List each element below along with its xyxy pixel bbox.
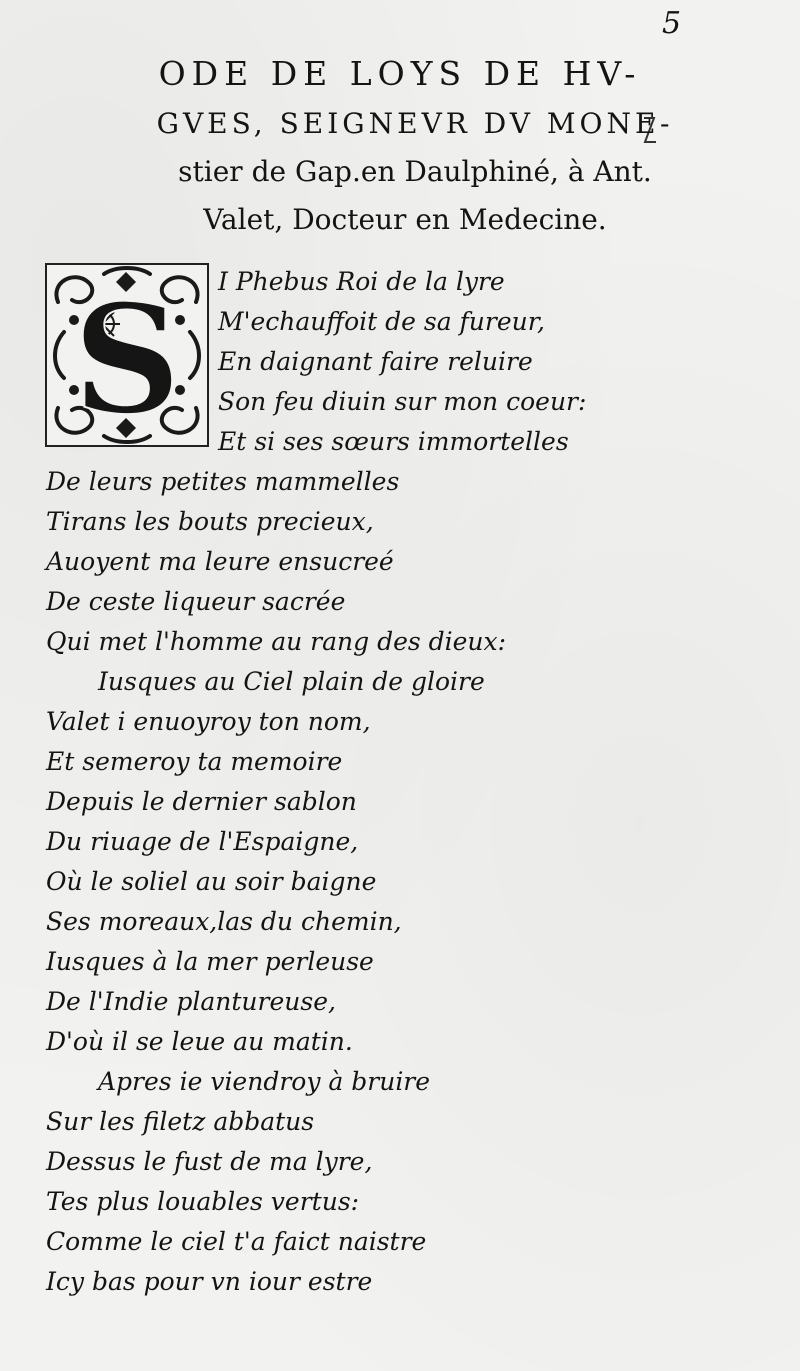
poem-line: Sur les filetz abbatus [46, 1107, 315, 1136]
poem-line: Valet i enuoyroy ton nom, [46, 707, 371, 736]
poem-line: Dessus le fust de ma lyre, [46, 1147, 373, 1176]
poem-line: De leurs petites mammelles [46, 467, 400, 496]
poem-line: Ses moreaux,las du chemin, [46, 907, 402, 936]
poem-line: D'où il se leue au matin. [46, 1027, 353, 1056]
title-line-3: stier de Gap.en Daulphiné, à Ant. [178, 155, 652, 188]
poem-line: En daignant faire reluire [218, 347, 533, 376]
poem-line: Depuis le dernier sablon [46, 787, 357, 816]
poem-line: Iusques à la mer perleuse [46, 947, 374, 976]
drop-cap-letter: S [72, 272, 182, 448]
page-number: 5 [662, 6, 682, 41]
ornamental-initial-icon [44, 262, 210, 448]
poem-line: Auoyent ma leure ensucreé [46, 547, 394, 576]
poem-line: Son feu diuin sur mon coeur: [218, 387, 587, 416]
poem-line: Du riuage de l'Espaigne, [46, 827, 359, 856]
title-line-2: GVES, SEIGNEVR DV MONE- [156, 107, 674, 140]
poem-line: M'echauffoit de sa fureur, [218, 307, 545, 336]
title-line-1: ODE DE LOYS DE HV- [158, 54, 642, 93]
title-line-4: Valet, Docteur en Medecine. [203, 203, 607, 236]
poem-line: Apres ie viendroy à bruire [98, 1067, 431, 1096]
poem-line: Qui met l'homme au rang des dieux: [46, 627, 507, 656]
poem-line: I Phebus Roi de la lyre [218, 267, 505, 296]
poem-line: De l'Indie plantureuse, [46, 987, 336, 1016]
poem-line: Tirans les bouts precieux, [46, 507, 374, 536]
poem-line: Icy bas pour vn iour estre [46, 1267, 373, 1296]
poem-line: Tes plus louables vertus: [46, 1187, 360, 1216]
poem-line: Iusques au Ciel plain de gloire [98, 667, 485, 696]
poem-line: Où le soliel au soir baigne [46, 867, 377, 896]
ode-title [0, 48, 740, 244]
poem-line: Et si ses sœurs immortelles [218, 427, 569, 456]
poem-line: Comme le ciel t'a faict naistre [46, 1227, 427, 1256]
poem-line: Et semeroy ta memoire [46, 747, 343, 776]
poem-line: De ceste liqueur sacrée [46, 587, 346, 616]
